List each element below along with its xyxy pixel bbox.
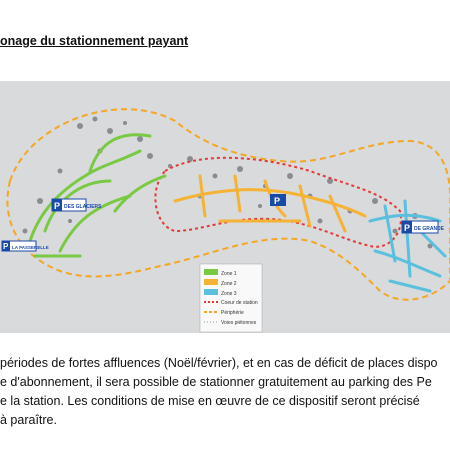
paragraph-line: à paraître. [0,413,57,427]
parking-label-glaciers: DES GLACIERS [64,204,102,210]
svg-text:P: P [404,223,411,233]
page-heading: onage du stationnement payant [0,34,189,48]
paragraph-line: e la station. Les conditions de mise en œuvre de ce dispositif seront précisé [0,394,420,408]
legend-label-zone-3: Zone 3 [221,291,237,297]
legend-label-zone-2: Zone 2 [221,281,237,287]
legend-label-voies: Voies piétonnes [221,320,257,326]
parking-label-passerelle: LA PASSERELLE [12,245,49,250]
svg-text:P: P [3,242,9,251]
paragraph-line: périodes de fortes affluences (Noël/février), et en cas de déficit de places dispo [0,356,438,370]
legend-label-zone-1: Zone 1 [221,271,237,277]
legend-label-coeur: Coeur de station [221,300,258,306]
parking-label-east: DE GRANDE [414,226,445,232]
svg-text:P: P [274,196,281,206]
paragraph-line: e d'abonnement, il sera possible de stationner gratuitement au parking des Pe [0,375,432,389]
legend-label-peripherie: Périphérie [221,310,244,316]
body-paragraph [0,354,450,430]
map-legend [200,264,262,332]
map-drawing [0,81,450,333]
svg-text:P: P [54,201,61,211]
parking-zone-map [0,81,450,333]
parking-marker-east [402,221,445,233]
parking-marker-center [270,194,286,206]
